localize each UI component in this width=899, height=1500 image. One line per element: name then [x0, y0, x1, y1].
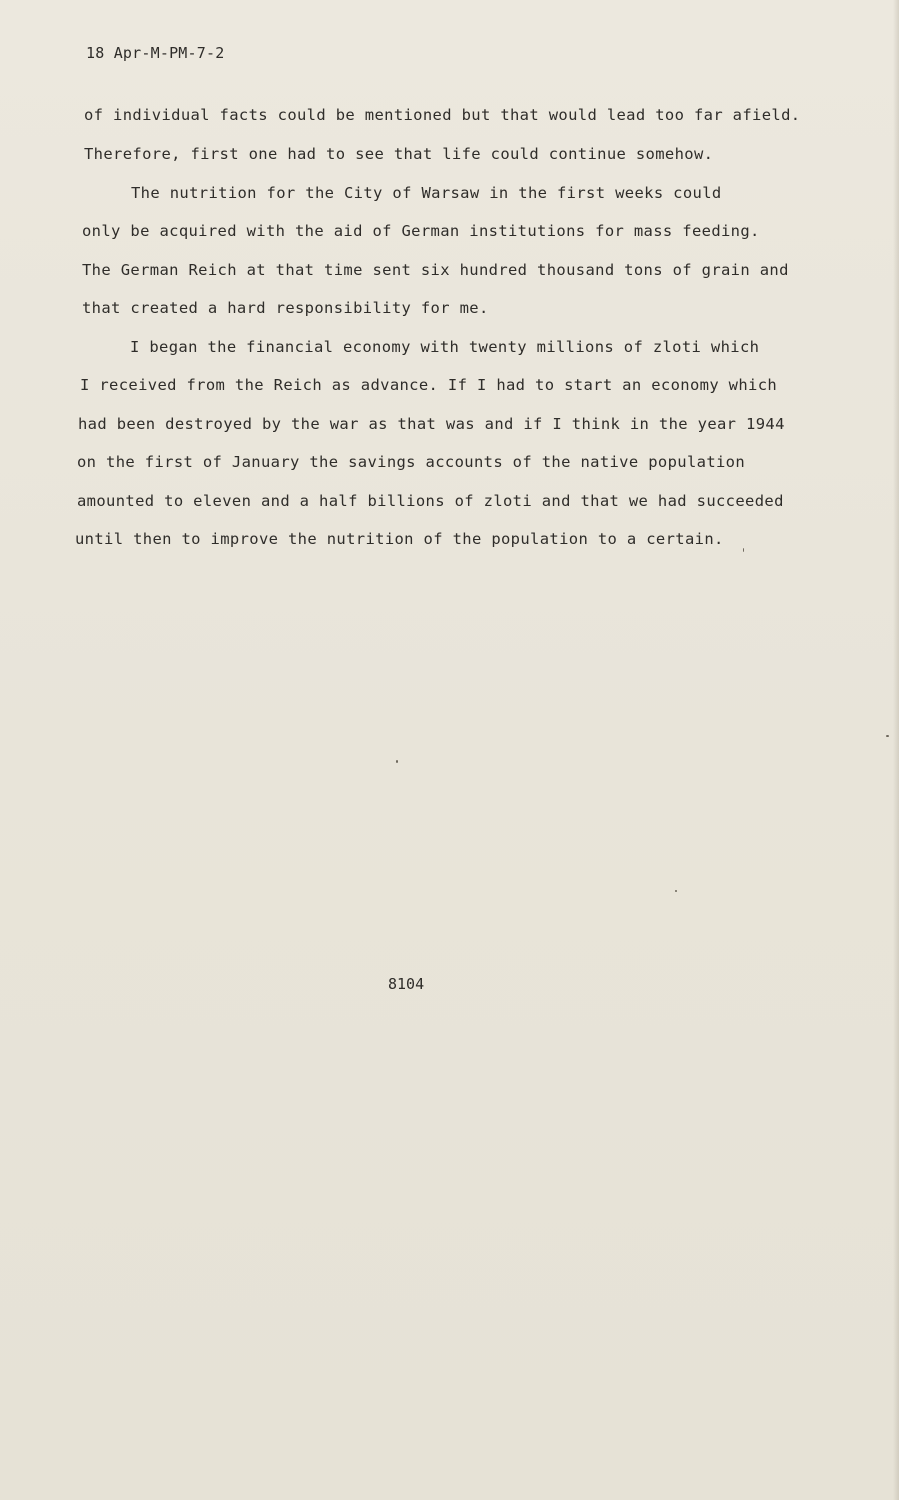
- text-line: amounted to eleven and a half billions of zloti and that we had succeeded: [77, 492, 784, 510]
- paper-speck: [743, 548, 744, 552]
- text-line: The German Reich at that time sent six hundred thousand tons of grain and: [82, 261, 789, 279]
- page-number: 8104: [388, 975, 425, 993]
- text-line: until then to improve the nutrition of the population to a certain.: [75, 530, 724, 548]
- text-line: I received from the Reich as advance. If I had to start an economy which: [80, 376, 778, 394]
- paper-speck: [886, 735, 889, 737]
- text-line: The nutrition for the City of Warsaw in the first weeks could: [131, 184, 722, 202]
- text-line: Therefore, first one had to see that life could continue somehow.: [84, 145, 714, 163]
- text-line: had been destroyed by the war as that was and if I think in the year 1944: [78, 415, 785, 433]
- text-line: I began the financial economy with twenty millions of zloti which: [130, 338, 760, 356]
- text-line: that created a hard responsibility for me.: [82, 299, 489, 317]
- page-header-reference: 18 Apr-M-PM-7-2: [86, 44, 225, 62]
- text-line: on the first of January the savings accounts of the native population: [77, 453, 746, 471]
- paper-speck: [396, 760, 398, 763]
- page-edge-shadow: [893, 0, 899, 1500]
- text-line: only be acquired with the aid of German institutions for mass feeding.: [82, 222, 760, 240]
- text-line: of individual facts could be mentioned but that would lead too far afield.: [84, 106, 801, 124]
- paper-speck: [675, 890, 677, 892]
